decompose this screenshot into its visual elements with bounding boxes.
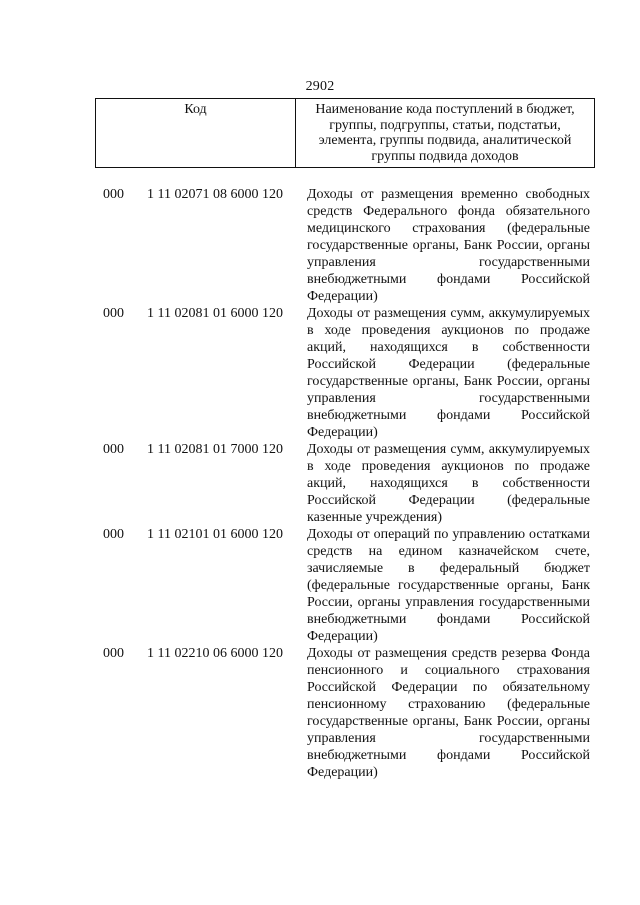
header-code-cell: Код [96,99,296,167]
page-number: 2902 [305,79,335,94]
revenue-code: 1 11 02210 06 6000 120 [147,646,283,661]
table-row [0,186,640,305]
header-name-cell: Наименование кода поступлений в бюджет, группы, подгруппы, статьи, подстатьи, элемента, группы подвида, аналитической группы подвида доходов [315,102,575,164]
revenue-code: 1 11 02071 08 6000 120 [147,187,283,202]
revenue-description: Доходы от размещения сумм, аккумулируемых в ходе проведения аукционов по продаже акций, находящихся в собственности Российской Федерации (федеральные государственные органы, Банк России, органы управления государственными внебюджетными фондами Российской Федерации) [307,306,590,440]
admin-code: 000 [103,187,124,202]
table-row [0,441,640,526]
revenue-code: 1 11 02081 01 7000 120 [147,442,283,457]
table-row [0,305,640,441]
table-row [0,645,640,781]
admin-code: 000 [103,646,124,661]
revenue-code: 1 11 02081 01 6000 120 [147,306,283,321]
revenue-description: Доходы от размещения средств резерва Фонда пенсионного и социального страхования Российской Федерации по обязательному пенсионному страхованию (федеральные государственные органы, Банк России, органы управления государственными внебюджетными фондами Российской Федерации) [307,646,590,780]
revenue-description: Доходы от размещения временно свободных средств Федерального фонда обязательного медицинского страхования (федеральные государственные органы, Банк России, органы управления государственными внебюджетными фондами Российской Федерации) [307,187,590,304]
revenue-code: 1 11 02101 01 6000 120 [147,527,283,542]
admin-code: 000 [103,527,124,542]
table-row [0,526,640,645]
admin-code: 000 [103,306,124,321]
table-body [0,186,640,781]
table-header [95,98,595,168]
revenue-description: Доходы от размещения сумм, аккумулируемых в ходе проведения аукционов по продаже акций, находящихся в собственности Российской Федерации (федеральные казенные учреждения) [307,442,590,525]
revenue-description: Доходы от операций по управлению остатками средств на едином казначейском счете, зачисляемые в федеральный бюджет (федеральные государственные органы, Банк России, органы управления государственными внебюджетными фондами Российской Федерации) [307,527,590,644]
admin-code: 000 [103,442,124,457]
